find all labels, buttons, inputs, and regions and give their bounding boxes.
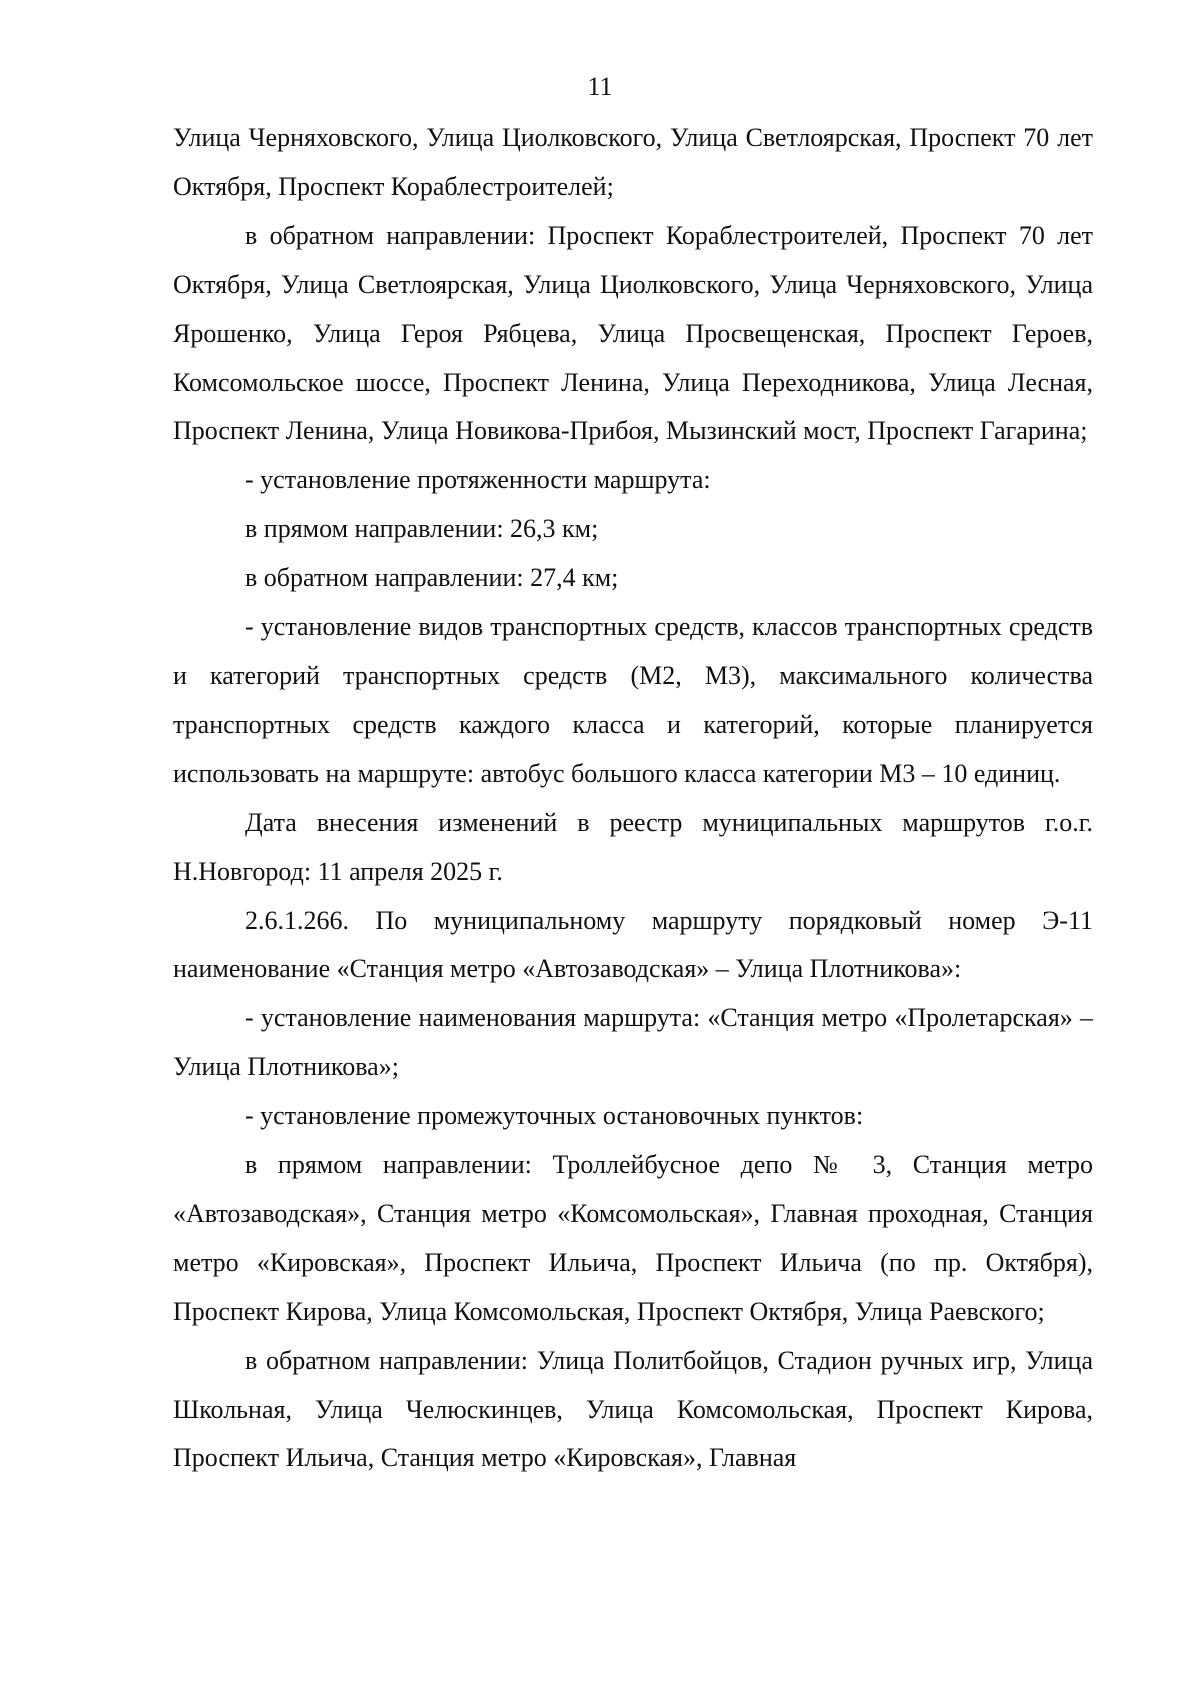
paragraph-stops-forward: в прямом направлении: Троллейбусное депо № 3, Станция метро «Автозаводская», Станция метро «Комсомольская», Главная проходная, Станция метро «Кировская», Проспект Ильича, Проспект Ильича (по пр. Октября), Проспект Кирова, Улица Комсомольская, Проспект Октября, Улица Раевского; — [173, 1150, 1093, 1326]
paragraph-stops-heading: - установление промежуточных остановочных пунктов: — [245, 1101, 864, 1131]
paragraph-section-2-6-1-266: 2.6.1.266. По муниципальному маршруту порядковый номер Э-11 наименование «Станция метро «Автозаводская» – Улица Плотникова»: — [173, 905, 1093, 984]
paragraph-length-forward: в прямом направлении: 26,3 км; — [245, 514, 599, 544]
paragraph-route-continuation: Улица Черняховского, Улица Циолковского, Улица Светлоярская, Проспект 70 лет Октября, Проспект Кораблестроителей; — [173, 123, 1093, 201]
paragraph-vehicle-types: - установление видов транспортных средств, классов транспортных средств и категорий транспортных средств (М2, М3), максимального количества транспортных средств каждого класса и категорий, которые планируется использовать на маршруте: автобус большого класса категории М3 – 10 единиц. — [173, 612, 1093, 788]
paragraph-reverse-direction: в обратном направлении: Проспект Кораблестроителей, Проспект 70 лет Октября, Улица Светлоярская, Улица Циолковского, Улица Черняховского, Улица Ярошенко, Улица Героя Рябцева, Улица Просвещенская, Проспект Героев, Комсомольское шоссе, Проспект Ленина, Улица Переходникова, Улица Лесная, Проспект Ленина, Улица Новикова-Прибоя, Мызинский мост, Проспект Гагарина; — [173, 220, 1093, 446]
paragraph-stops-reverse: в обратном направлении: Улица Политбойцов, Стадион ручных игр, Улица Школьная, Улица Челюскинцев, Улица Комсомольская, Проспект Кирова, Проспект Ильича, Станция метро «Кировская», Главная — [173, 1345, 1093, 1473]
paragraph-length-reverse: в обратном направлении: 27,4 км; — [245, 563, 619, 593]
paragraph-length-heading: - установление протяженности маршрута: — [245, 465, 711, 495]
document-body — [173, 114, 1093, 1483]
paragraph-registry-date: Дата внесения изменений в реестр муниципальных маршрутов г.о.г. Н.Новгород: 11 апреля 2025 г. — [173, 807, 1093, 886]
page-number: 11 — [587, 72, 613, 101]
paragraph-route-name: - установление наименования маршрута: «Станция метро «Пролетарская» – Улица Плотникова»; — [173, 1003, 1093, 1082]
